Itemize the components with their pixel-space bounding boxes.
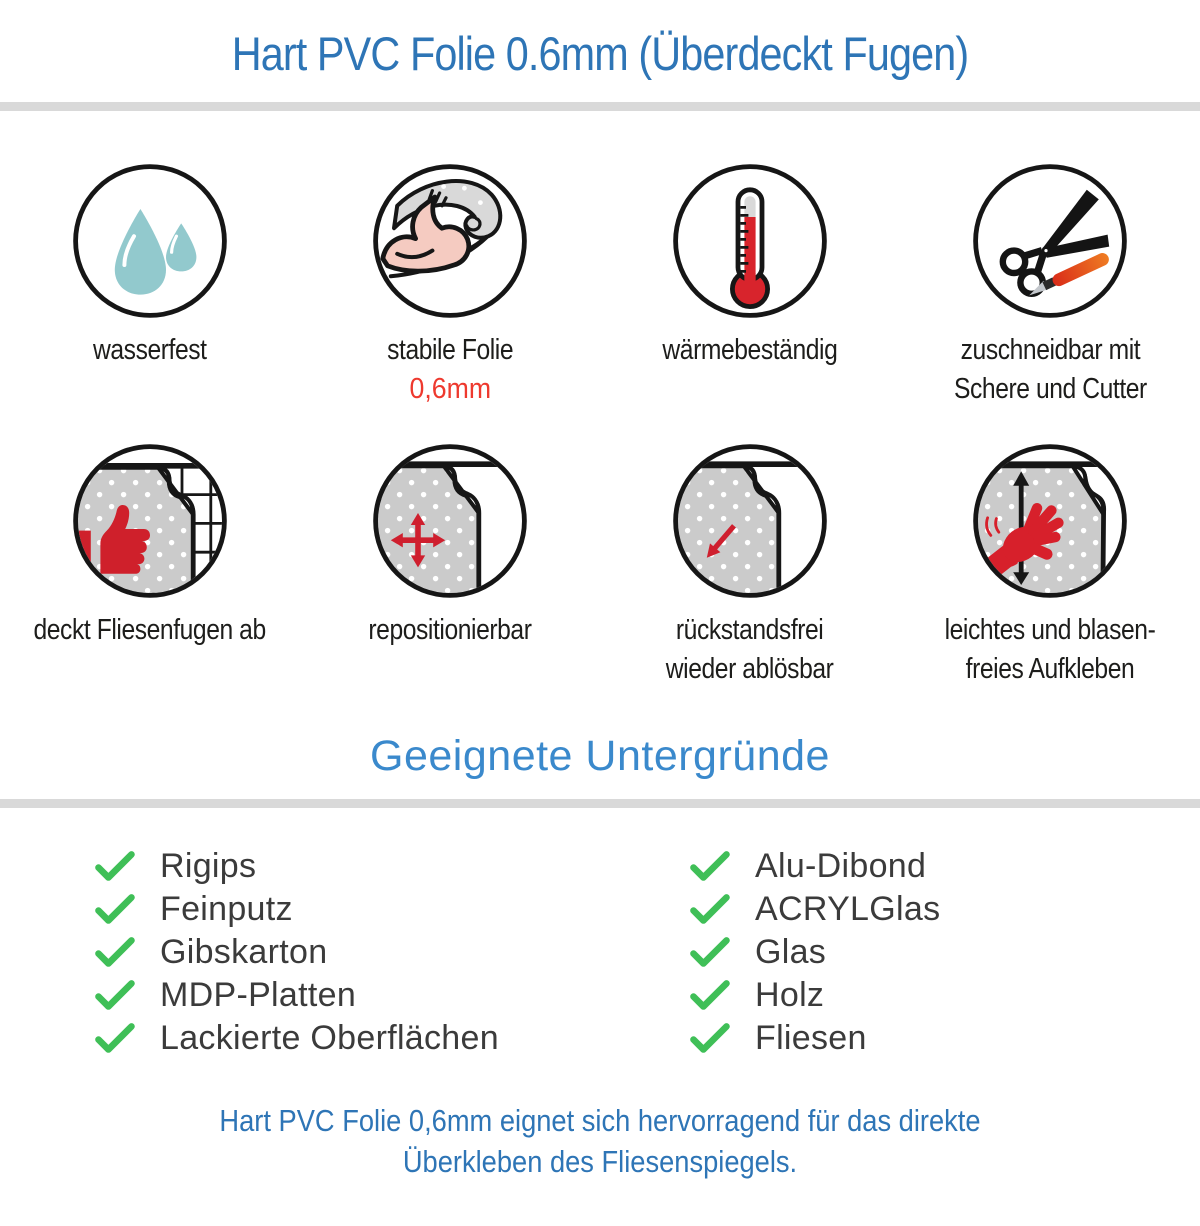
check-icon xyxy=(95,850,135,883)
substrates-left-column xyxy=(95,847,595,1058)
list-item: Gibskarton xyxy=(95,936,595,970)
divider-bar xyxy=(0,102,1200,111)
feature-label: zuschneidbar mit Schere und Cutter xyxy=(953,334,1147,406)
list-item: Feinputz xyxy=(95,893,595,927)
scissors-cutter-icon xyxy=(970,161,1130,321)
feature-residue-free xyxy=(600,441,900,689)
list-item: Rigips xyxy=(95,850,595,884)
list-item: Alu-Dibond xyxy=(690,850,940,884)
feature-label: leichtes und blasen- freies Aufkleben xyxy=(944,614,1156,686)
foil-thickness-label: 0,6mm xyxy=(409,373,491,406)
check-icon xyxy=(95,1022,135,1055)
footer-note: Hart PVC Folie 0,6mm eignet sich hervorragend für das direkte Überkleben des Fliesenspiegels. xyxy=(219,1102,981,1179)
feature-stable-foil xyxy=(300,161,600,409)
water-drops-icon xyxy=(70,161,230,321)
feature-label: repositionierbar xyxy=(368,614,532,647)
check-icon xyxy=(690,850,730,883)
feature-covers-tile-joints xyxy=(0,441,300,689)
substrates-list xyxy=(0,847,1200,1058)
check-icon xyxy=(95,979,135,1012)
list-item: Lackierte Oberflächen xyxy=(95,1022,595,1056)
check-icon xyxy=(95,936,135,969)
feature-heat-resistant xyxy=(600,161,900,409)
feature-waterproof xyxy=(0,161,300,409)
peel-arrow-foil-icon xyxy=(670,441,830,601)
feature-label: stabile Folie xyxy=(386,334,514,366)
divider-bar xyxy=(0,799,1200,808)
strong-arm-foil-icon xyxy=(370,161,530,321)
list-item: Fliesen xyxy=(690,1022,940,1056)
thumb-up-tiles-icon xyxy=(70,441,230,601)
list-item: MDP-Platten xyxy=(95,979,595,1013)
check-icon xyxy=(690,893,730,926)
substrates-right-column xyxy=(690,847,941,1058)
list-item: ACRYLGlas xyxy=(690,893,940,927)
feature-label: wasserfest xyxy=(93,334,207,366)
substrates-heading: Geeignete Untergründe xyxy=(370,731,830,780)
feature-repositionable xyxy=(300,441,600,689)
feature-easy-application xyxy=(900,441,1200,689)
move-arrows-foil-icon xyxy=(370,441,530,601)
check-icon xyxy=(690,979,730,1012)
thermometer-icon xyxy=(670,161,830,321)
feature-grid xyxy=(0,161,1200,690)
feature-label: deckt Fliesenfugen ab xyxy=(33,614,267,647)
check-icon xyxy=(95,893,135,926)
hand-smooth-foil-icon xyxy=(970,441,1130,601)
feature-label: wärmebeständig xyxy=(662,334,838,366)
list-item: Holz xyxy=(690,979,940,1013)
feature-cuttable xyxy=(900,161,1200,409)
feature-label: rückstandsfrei wieder ablösbar xyxy=(666,614,834,686)
list-item: Glas xyxy=(690,936,940,970)
check-icon xyxy=(690,1022,730,1055)
check-icon xyxy=(690,936,730,969)
page-title: Hart PVC Folie 0.6mm (Überdeckt Fugen) xyxy=(231,27,969,80)
